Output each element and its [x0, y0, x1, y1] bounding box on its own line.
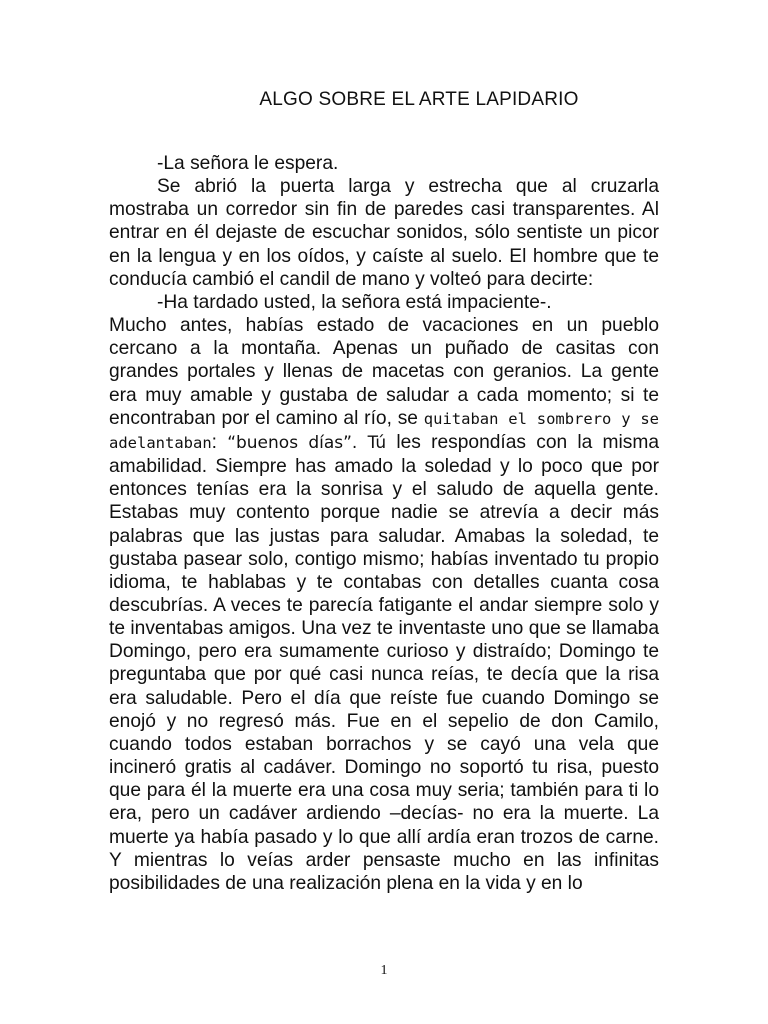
paragraph-3: -Ha tardado usted, la señora está impaciente-.	[157, 291, 552, 313]
paragraph-2: Se abrió la puerta larga y estrecha que al cruzarla mostraba un corredor sin fin de paredes casi transparentes. Al entrar en él dejaste de escuchar sonidos, sólo sentiste un picor en la lengua y en los oídos, y caíste al suelo. El hombre que te conducía cambió el candil de mano y volteó para decirte:	[109, 176, 659, 290]
paragraph-4-part-5: les respondías con la misma amabilidad. Siempre has amado la soledad y lo poco que por entonces tenías era la sonrisa y el saludo de aquella gente. Estabas muy contento porque nadie se atrevía a decir más palabras que las justas para saludar. Amabas la soledad, te gustaba pasear solo, contigo mismo; habías inventado tu propio idioma, te hablabas y te contabas con detalles cuanta cosa descubrías. A veces te parecía fatigante el andar siempre solo y te inventabas amigos. Una vez te inventaste uno que se llamaba Domingo, pero era sumamente curioso y distraído; Domingo te preguntaba que por qué casi nunca reías, te decía que la risa era saludable. Pero el día que reíste fue cuando Domingo se enojó y no regresó más. Fue en el sepelio de don Camilo, cuando todos estaban borrachos y se cayó una vela que incineró gratis al cadáver. Domingo no soportó tu risa, puesto que para él la muerte era una cosa muy seria; también para ti lo era, pero un cadáver ardiendo –decías- no era la muerte. La muerte ya había pasado y lo que allí ardía eran trozos de carne. Y mientras lo veías arder pensaste mucho en las infinitas posibilidades de una realización plena en la vida y en lo	[109, 431, 659, 894]
paragraph-4-quote: “buenos días”. Tú	[227, 432, 387, 453]
page-number: 1	[380, 963, 388, 978]
document-title: ALGO SOBRE EL ARTE LAPIDARIO	[259, 89, 579, 110]
paragraph-1: -La señora le espera.	[157, 153, 339, 174]
paragraph-4-part-1: Mucho antes, habías estado de vacaciones en un pueblo cercano a la montaña. Apenas un puñado de casitas con grandes portales y llenas de macetas con geranios. La gente era muy amable y gustaba de saludar a cada momento; si te encontraban por el camino al río, se	[109, 315, 659, 429]
paragraph-4-emphasis: quitaban el sombrero y se adelantaban	[109, 409, 660, 452]
document-body	[109, 152, 659, 895]
paragraph-4-part-3: :	[211, 431, 228, 453]
paragraph-4	[109, 314, 659, 895]
